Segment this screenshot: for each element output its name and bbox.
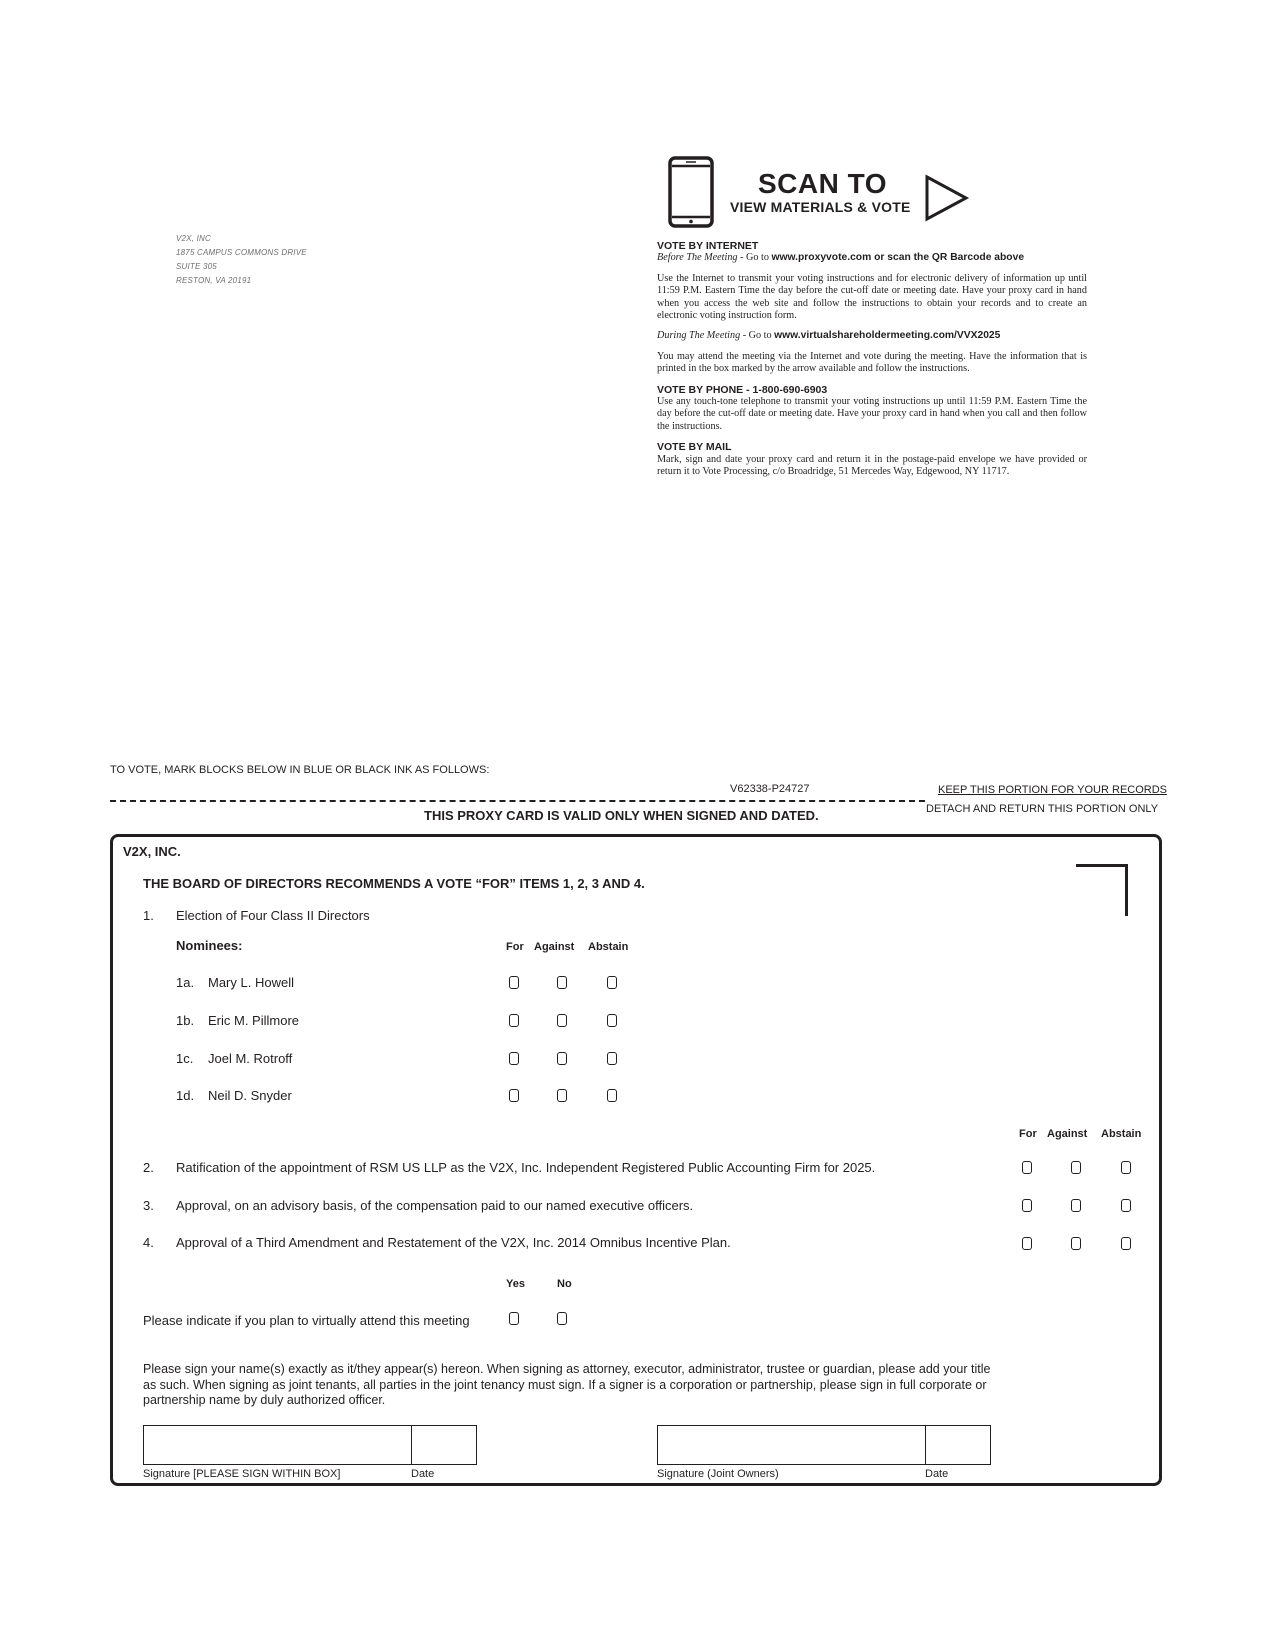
- checkbox-1b-for[interactable]: [509, 1014, 519, 1027]
- checkbox-2-abstain[interactable]: [1121, 1161, 1131, 1174]
- detach-line: [110, 800, 925, 802]
- address-line: RESTON, VA 20191: [176, 276, 252, 285]
- play-arrow-icon: [924, 174, 970, 222]
- nominee-code: 1d.: [176, 1088, 195, 1103]
- return-address: [176, 232, 307, 288]
- checkbox-3-abstain[interactable]: [1121, 1199, 1131, 1212]
- proposal-text: Ratification of the appointment of RSM US LLP as the V2X, Inc. Independent Registered Public Accounting Firm for 2025.: [176, 1160, 876, 1175]
- checkbox-attend-no[interactable]: [557, 1312, 567, 1325]
- address-line: V2X, INC: [176, 234, 211, 243]
- item-1-number: 1.: [143, 908, 154, 923]
- during-text: You may attend the meeting via the Internet and vote during the meeting. Have the information that is printed in the box marked by the arrow available and follow the instructions.: [657, 350, 1087, 375]
- checkbox-1b-against[interactable]: [557, 1014, 567, 1027]
- mark-instructions: TO VOTE, MARK BLOCKS BELOW IN BLUE OR BLACK INK AS FOLLOWS:: [110, 764, 490, 776]
- checkbox-4-abstain[interactable]: [1121, 1237, 1131, 1250]
- checkbox-2-for[interactable]: [1022, 1161, 1032, 1174]
- keep-portion-label: KEEP THIS PORTION FOR YOUR RECORDS: [938, 784, 1168, 796]
- proposal-text: Approval of a Third Amendment and Restatement of the V2X, Inc. 2014 Omnibus Incentive Plan.: [176, 1235, 731, 1250]
- item-1-text: Election of Four Class II Directors: [176, 908, 370, 923]
- col-abstain: Abstain: [1101, 1128, 1142, 1140]
- virtual-meeting-link[interactable]: www.virtualshareholdermeeting.com/VVX2025: [774, 330, 1001, 342]
- nominees-label: Nominees:: [176, 938, 243, 953]
- checkbox-1a-against[interactable]: [557, 976, 567, 989]
- nominee-name: Joel M. Rotroff: [208, 1051, 293, 1066]
- proposal-number: 4.: [143, 1235, 154, 1250]
- col-for: For: [1019, 1128, 1037, 1140]
- checkbox-1c-against[interactable]: [557, 1052, 567, 1065]
- nominee-name: Eric M. Pillmore: [208, 1013, 300, 1028]
- checkbox-1a-abstain[interactable]: [607, 976, 617, 989]
- internet-heading: VOTE BY INTERNET: [657, 240, 759, 252]
- during-go: - Go to: [740, 330, 775, 342]
- signature-date-divider: [411, 1425, 412, 1465]
- checkbox-4-for[interactable]: [1022, 1237, 1032, 1250]
- before-label: Before The Meeting: [657, 252, 738, 264]
- checkbox-1a-for[interactable]: [509, 976, 519, 989]
- col-yes: Yes: [506, 1278, 525, 1290]
- valid-notice: THIS PROXY CARD IS VALID ONLY WHEN SIGNED AND DATED.: [424, 808, 819, 823]
- proposal-number: 2.: [143, 1160, 154, 1175]
- signing-instructions: Please sign your name(s) exactly as it/they appear(s) hereon. When signing as attorney, executor, administrator, trustee or guardian, please add your title as such. When signing as joint tenants, all parties in the joint tenancy must sign. If a signer is a corporation or partnership, please sign in full corporate or partnership name by duly authorized officer.: [143, 1362, 991, 1407]
- col-abstain: Abstain: [588, 941, 629, 953]
- checkbox-1c-for[interactable]: [509, 1052, 519, 1065]
- attend-question: Please indicate if you plan to virtually attend this meeting: [143, 1313, 470, 1328]
- phone-text: Use any touch-tone telephone to transmit your voting instructions up until 11:59 P.M. Eastern Time the day before the cut-off date or meeting date. Have your proxy card in hand when you call and then follow the instructions.: [657, 396, 1087, 432]
- nominee-code: 1b.: [176, 1013, 195, 1028]
- mail-heading: VOTE BY MAIL: [657, 441, 732, 454]
- company-name: V2X, INC.: [123, 844, 181, 859]
- signature-date-divider: [925, 1425, 926, 1465]
- nominee-name: Neil D. Snyder: [208, 1088, 292, 1103]
- address-line: SUITE 305: [176, 262, 217, 271]
- date-label: Date: [925, 1468, 949, 1480]
- checkbox-1b-abstain[interactable]: [607, 1014, 617, 1027]
- during-label: During The Meeting: [657, 330, 741, 342]
- address-line: 1875 CAMPUS COMMONS DRIVE: [176, 248, 307, 257]
- col-against: Against: [1047, 1128, 1088, 1140]
- before-tail: or scan the QR Barcode above: [871, 252, 1025, 264]
- checkbox-1d-for[interactable]: [509, 1089, 519, 1102]
- nominee-name: Mary L. Howell: [208, 975, 294, 990]
- internet-text: Use the Internet to transmit your voting instructions and for electronic delivery of information up until 11:59 P.M. Eastern Time the day before the cut-off date or meeting date. Have your proxy card in hand when you access the web site and follow the instructions to obtain your records and to create an electronic voting instruction form.: [657, 272, 1087, 322]
- checkbox-attend-yes[interactable]: [509, 1312, 519, 1325]
- col-for: For: [506, 941, 524, 953]
- date-label: Date: [411, 1468, 435, 1480]
- nominee-code: 1c.: [176, 1051, 194, 1066]
- mail-text: Mark, sign and date your proxy card and return it in the postage-paid envelope we have provided or return it to Vote Processing, c/o Broadridge, 51 Mercedes Way, Edgewood, NY 11717.: [657, 453, 1087, 478]
- control-number: V62338-P24727: [730, 783, 810, 795]
- checkbox-2-against[interactable]: [1071, 1161, 1081, 1174]
- col-no: No: [557, 1278, 572, 1290]
- checkbox-3-for[interactable]: [1022, 1199, 1032, 1212]
- proxyvote-link[interactable]: www.proxyvote.com: [771, 252, 872, 264]
- checkbox-1d-abstain[interactable]: [607, 1089, 617, 1102]
- checkbox-1d-against[interactable]: [557, 1089, 567, 1102]
- checkbox-1c-abstain[interactable]: [607, 1052, 617, 1065]
- col-against: Against: [534, 941, 575, 953]
- voting-instructions: [657, 240, 1087, 487]
- signature-label: Signature [PLEASE SIGN WITHIN BOX]: [143, 1468, 341, 1480]
- proposal-number: 3.: [143, 1198, 154, 1213]
- board-recommendation: THE BOARD OF DIRECTORS RECOMMENDS A VOTE “FOR” ITEMS 1, 2, 3 AND 4.: [143, 876, 645, 891]
- corner-mark: [1076, 864, 1128, 916]
- phone-icon: [668, 156, 714, 228]
- before-go: - Go to: [737, 252, 772, 264]
- scan-subtitle: VIEW MATERIALS & VOTE: [730, 199, 911, 215]
- phone-heading: VOTE BY PHONE - 1-800-690-6903: [657, 383, 828, 396]
- signature-box[interactable]: [143, 1425, 477, 1465]
- proposal-text: Approval, on an advisory basis, of the compensation paid to our named executive officers.: [176, 1198, 694, 1213]
- scan-title: SCAN TO: [758, 168, 887, 199]
- checkbox-3-against[interactable]: [1071, 1199, 1081, 1212]
- joint-signature-box[interactable]: [657, 1425, 991, 1465]
- checkbox-4-against[interactable]: [1071, 1237, 1081, 1250]
- nominee-code: 1a.: [176, 975, 195, 990]
- joint-signature-label: Signature (Joint Owners): [657, 1468, 779, 1480]
- detach-portion-label: DETACH AND RETURN THIS PORTION ONLY: [926, 803, 1159, 815]
